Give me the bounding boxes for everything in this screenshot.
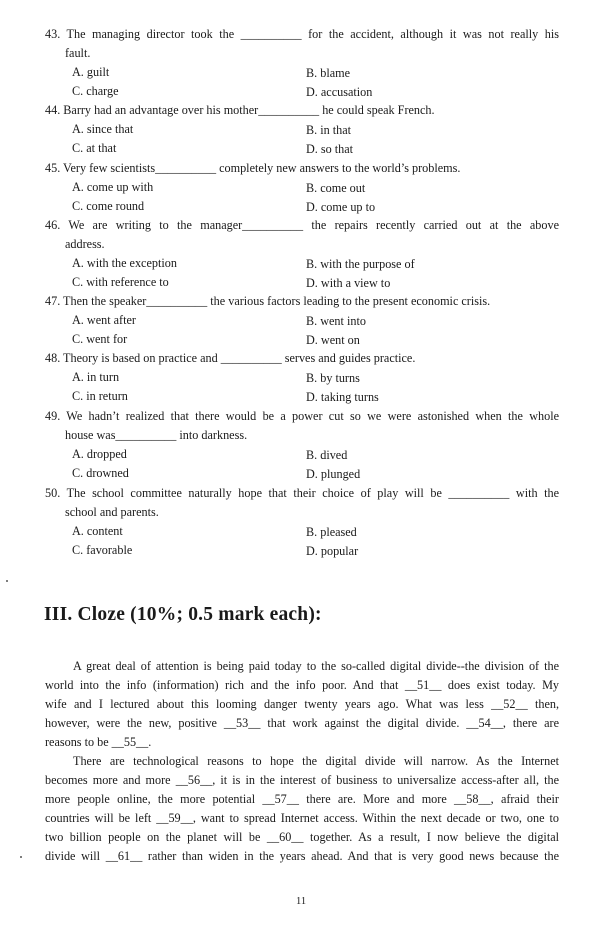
question-47-option-a: A. went after <box>72 313 136 327</box>
question-44-option-d: D. so that <box>306 142 354 156</box>
passage-line-2: world into the info (information) rich and the info poor. And that __51__ does exist today. My <box>45 678 559 692</box>
question-43-line-2: fault. <box>65 46 91 60</box>
scan-speck <box>6 580 8 582</box>
passage-line-7: becomes more and more __56__, it is in the interest of business to universalize access-after all, the <box>45 773 559 787</box>
passage-line-9: countries will be left __59__, want to spread Internet access. Within the next decade or two, one to <box>45 811 559 825</box>
section-heading-cloze: III. Cloze (10%; 0.5 mark each): <box>44 604 322 625</box>
question-49-option-b: B. dived <box>306 448 348 462</box>
question-50-option-c: C. favorable <box>72 543 133 557</box>
question-44-option-c: C. at that <box>72 141 117 155</box>
question-46-option-a: A. with the exception <box>72 256 177 270</box>
passage-line-3: wife and I lectured about this looming danger twenty years ago. What was less __52__ then, <box>45 697 559 711</box>
question-49-option-c: C. drowned <box>72 466 129 480</box>
passage-line-6: There are technological reasons to hope the digital divide will narrow. As the Internet <box>73 754 559 768</box>
question-48-option-b: B. by turns <box>306 371 360 385</box>
passage-line-1: A great deal of attention is being paid today to the so-called digital divide--the division of the <box>73 659 559 673</box>
question-44-option-b: B. in that <box>306 123 352 137</box>
question-45-option-b: B. come out <box>306 181 366 195</box>
passage-line-4: however, were the new, positive __53__ that work against the digital divide. __54__, there are <box>45 716 559 730</box>
question-43-option-a: A. guilt <box>72 65 110 79</box>
question-44-line-1: 44. Barry had an advantage over his mother__________ he could speak French. <box>45 103 435 117</box>
passage-line-11: divide will __61__ rather than widen in the years ahead. And that is very good news because the <box>45 849 559 863</box>
question-46-option-d: D. with a view to <box>306 276 391 290</box>
question-46-line-2: address. <box>65 237 105 251</box>
page-number: 11 <box>296 896 307 907</box>
question-43-line-1: 43. The managing director took the __________ for the accident, although it was not really his <box>45 27 559 41</box>
question-48-option-a: A. in turn <box>72 370 120 384</box>
scan-speck <box>20 856 22 858</box>
question-48-option-c: C. in return <box>72 389 128 403</box>
passage-line-8: more people online, the more potential __57__ there are. More and more __58__, afraid their <box>45 792 559 806</box>
question-48-option-d: D. taking turns <box>306 390 379 404</box>
question-49-option-d: D. plunged <box>306 467 361 481</box>
question-47-option-c: C. went for <box>72 332 128 346</box>
passage-line-10: two billion people on the planet will be __60__ together. As a result, I now believe the digital <box>45 830 559 844</box>
question-45-option-a: A. come up with <box>72 180 154 194</box>
question-45-line-1: 45. Very few scientists__________ completely new answers to the world’s problems. <box>45 161 461 175</box>
question-45-option-d: D. come up to <box>306 200 376 214</box>
question-43-option-d: D. accusation <box>306 85 373 99</box>
question-43-option-c: C. charge <box>72 84 119 98</box>
passage-line-5: reasons to be __55__. <box>45 735 152 749</box>
question-47-line-1: 47. Then the speaker__________ the various factors leading to the present economic crisis. <box>45 294 491 308</box>
question-44-option-a: A. since that <box>72 122 134 136</box>
question-50-line-1: 50. The school committee naturally hope that their choice of play will be __________ with the <box>45 486 559 500</box>
question-47-option-b: B. went into <box>306 314 366 328</box>
question-48-line-1: 48. Theory is based on practice and __________ serves and guides practice. <box>45 351 416 365</box>
question-43-option-b: B. blame <box>306 66 351 80</box>
question-45-option-c: C. come round <box>72 199 145 213</box>
question-50-option-d: D. popular <box>306 544 359 558</box>
question-49-line-1: 49. We hadn’t realized that there would be a power cut so we were astonished when the whole <box>45 409 559 423</box>
question-49-option-a: A. dropped <box>72 447 127 461</box>
question-50-line-2: school and parents. <box>65 505 159 519</box>
question-46-option-c: C. with reference to <box>72 275 169 289</box>
question-47-option-d: D. went on <box>306 333 360 347</box>
question-50-option-b: B. pleased <box>306 525 357 539</box>
question-46-option-b: B. with the purpose of <box>306 257 415 271</box>
question-50-option-a: A. content <box>72 524 123 538</box>
question-49-line-2: house was__________ into darkness. <box>65 428 248 442</box>
question-46-line-1: 46. We are writing to the manager__________ the repairs recently carried out at the above <box>45 218 559 232</box>
